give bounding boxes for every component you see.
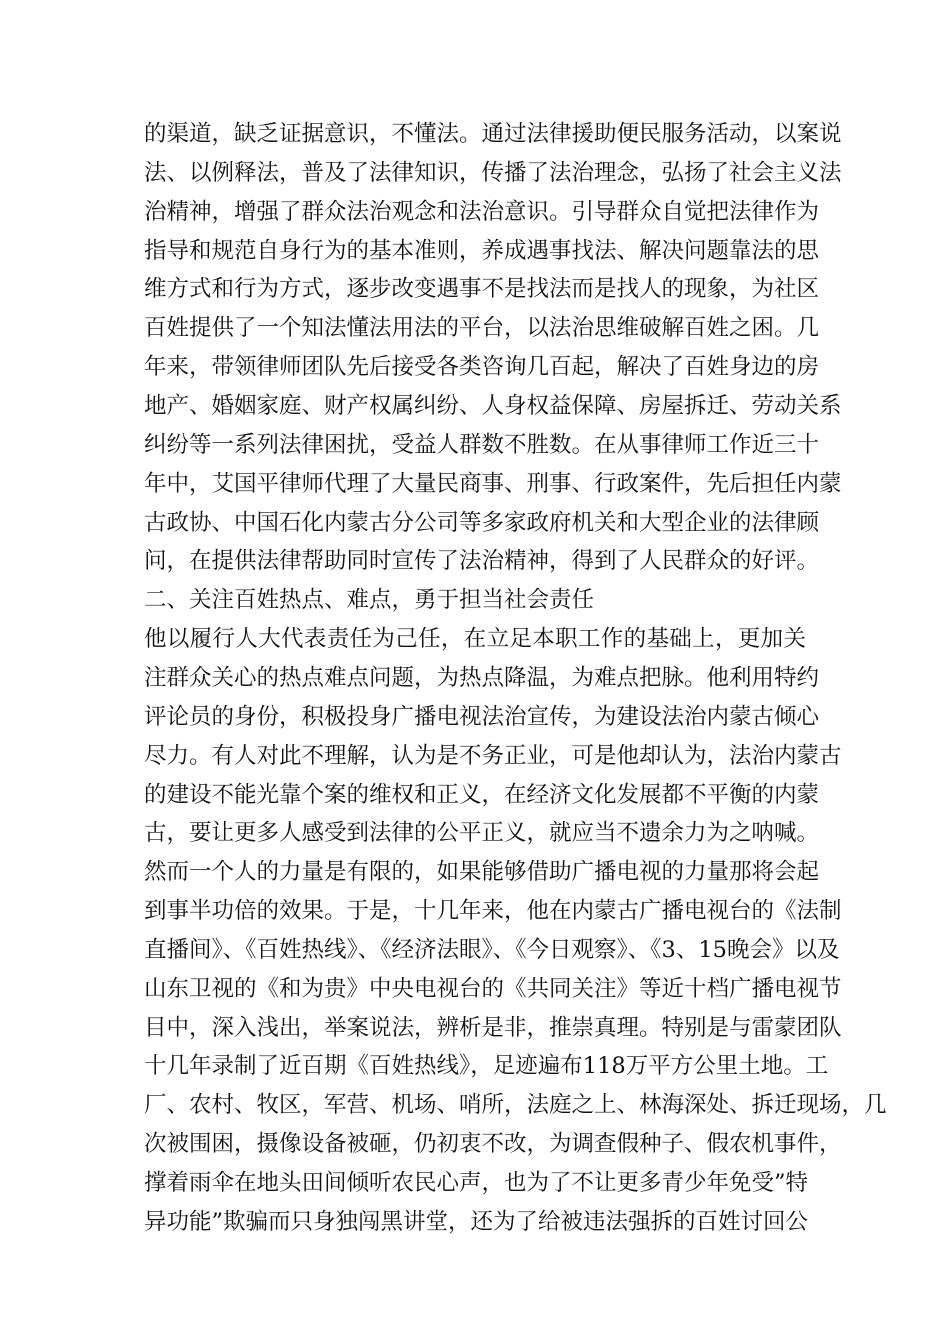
text-line: 异功能”欺骗而只身独闯黑讲堂，还为了给被违法强拆的百姓讨回公 — [144, 1208, 809, 1235]
text-line: 问，在提供法律帮助同时宣传了法治精神，得到了人民群众的好评。 — [144, 548, 820, 575]
text-line: 十几年录制了近百期《百姓热线》，足迹遍布118万平方公里土地。工 — [144, 1053, 829, 1080]
text-line: 年来，带领律师团队先后接受各类咨询几百起，解决了百姓身边的房 — [144, 354, 820, 381]
text-line: 次被围困，摄像设备被砸，仍初衷不改，为调查假种子、假农机事件， — [144, 1131, 842, 1158]
text-line: 古，要让更多人感受到法律的公平正义，就应当不遗余力为之呐喊。 — [144, 820, 820, 847]
text-line: 然而一个人的力量是有限的，如果能够借助广播电视的力量那将会起 — [144, 859, 820, 886]
text-line: 注群众关心的热点难点问题，为热点降温，为难点把脉。他利用特约 — [144, 664, 820, 691]
text-line: 到事半功倍的效果。于是，十几年来，他在内蒙古广播电视台的《法制 — [144, 898, 842, 924]
text-line: 治精神，增强了群众法治观念和法治意识。引导群众自觉把法律作为 — [144, 198, 820, 225]
text-line: 法、以例释法，普及了法律知识，传播了法治理念，弘扬了社会主义法 — [144, 159, 842, 186]
text-line: 目中，深入浅出，举案说法，辨析是非，推崇真理。特别是与雷蒙团队 — [144, 1014, 842, 1041]
text-line: 他以履行人大代表责任为己任，在立足本职工作的基础上，更加关 — [144, 626, 806, 652]
text-line: 评论员的身份，积极投身广播电视法治宣传，为建设法治内蒙古倾心 — [144, 703, 820, 730]
text-line: 维方式和行为方式，逐步改变遇事不是找法而是找人的现象，为社区 — [144, 276, 820, 303]
text-line: 年中，艾国平律师代理了大量民商事、刑事、行政案件，先后担任内蒙 — [144, 470, 842, 497]
text-line: 撑着雨伞在地头田间倾听农民心声，也为了不让更多青少年免受”特 — [144, 1170, 809, 1196]
text-line: 山东卫视的《和为贵》中央电视台的《共同关注》等近十档广播电视节 — [144, 975, 842, 1002]
text-line: 的渠道，缺乏证据意识，不懂法。通过法律援助便民服务活动，以案说 — [144, 121, 842, 147]
text-line: 直播间》、《百姓热线》、《经济法眼》、《今日观察》、《3、15晚会》以及 — [144, 936, 840, 963]
text-line: 指导和规范自身行为的基本准则，养成遇事找法、解决问题靠法的思 — [144, 237, 820, 264]
text-line: 尽力。有人对此不理解，认为是不务正业，可是他却认为，法治内蒙古 — [144, 742, 842, 769]
text-line: 百姓提供了一个知法懂法用法的平台，以法治思维破解百姓之困。几 — [144, 315, 820, 342]
text-line: 地产、婚姻家庭、财产权属纠纷、人身权益保障、房屋拆迁、劳动关系 — [144, 392, 842, 419]
text-line: 的建设不能光靠个案的维权和正义，在经济文化发展都不平衡的内蒙 — [144, 781, 820, 808]
text-line: 古政协、中国石化内蒙古分公司等多家政府机关和大型企业的法律顾 — [144, 509, 820, 536]
text-line: 厂、农村、牧区，军营、机场、哨所，法庭之上、林海深处、拆迁现场，几 — [144, 1092, 887, 1119]
text-line: 纠纷等一系列法律困扰，受益人群数不胜数。在从事律师工作近三十 — [144, 431, 820, 458]
section-heading: 二、关注百姓热点、难点，勇于担当社会责任 — [144, 587, 595, 614]
